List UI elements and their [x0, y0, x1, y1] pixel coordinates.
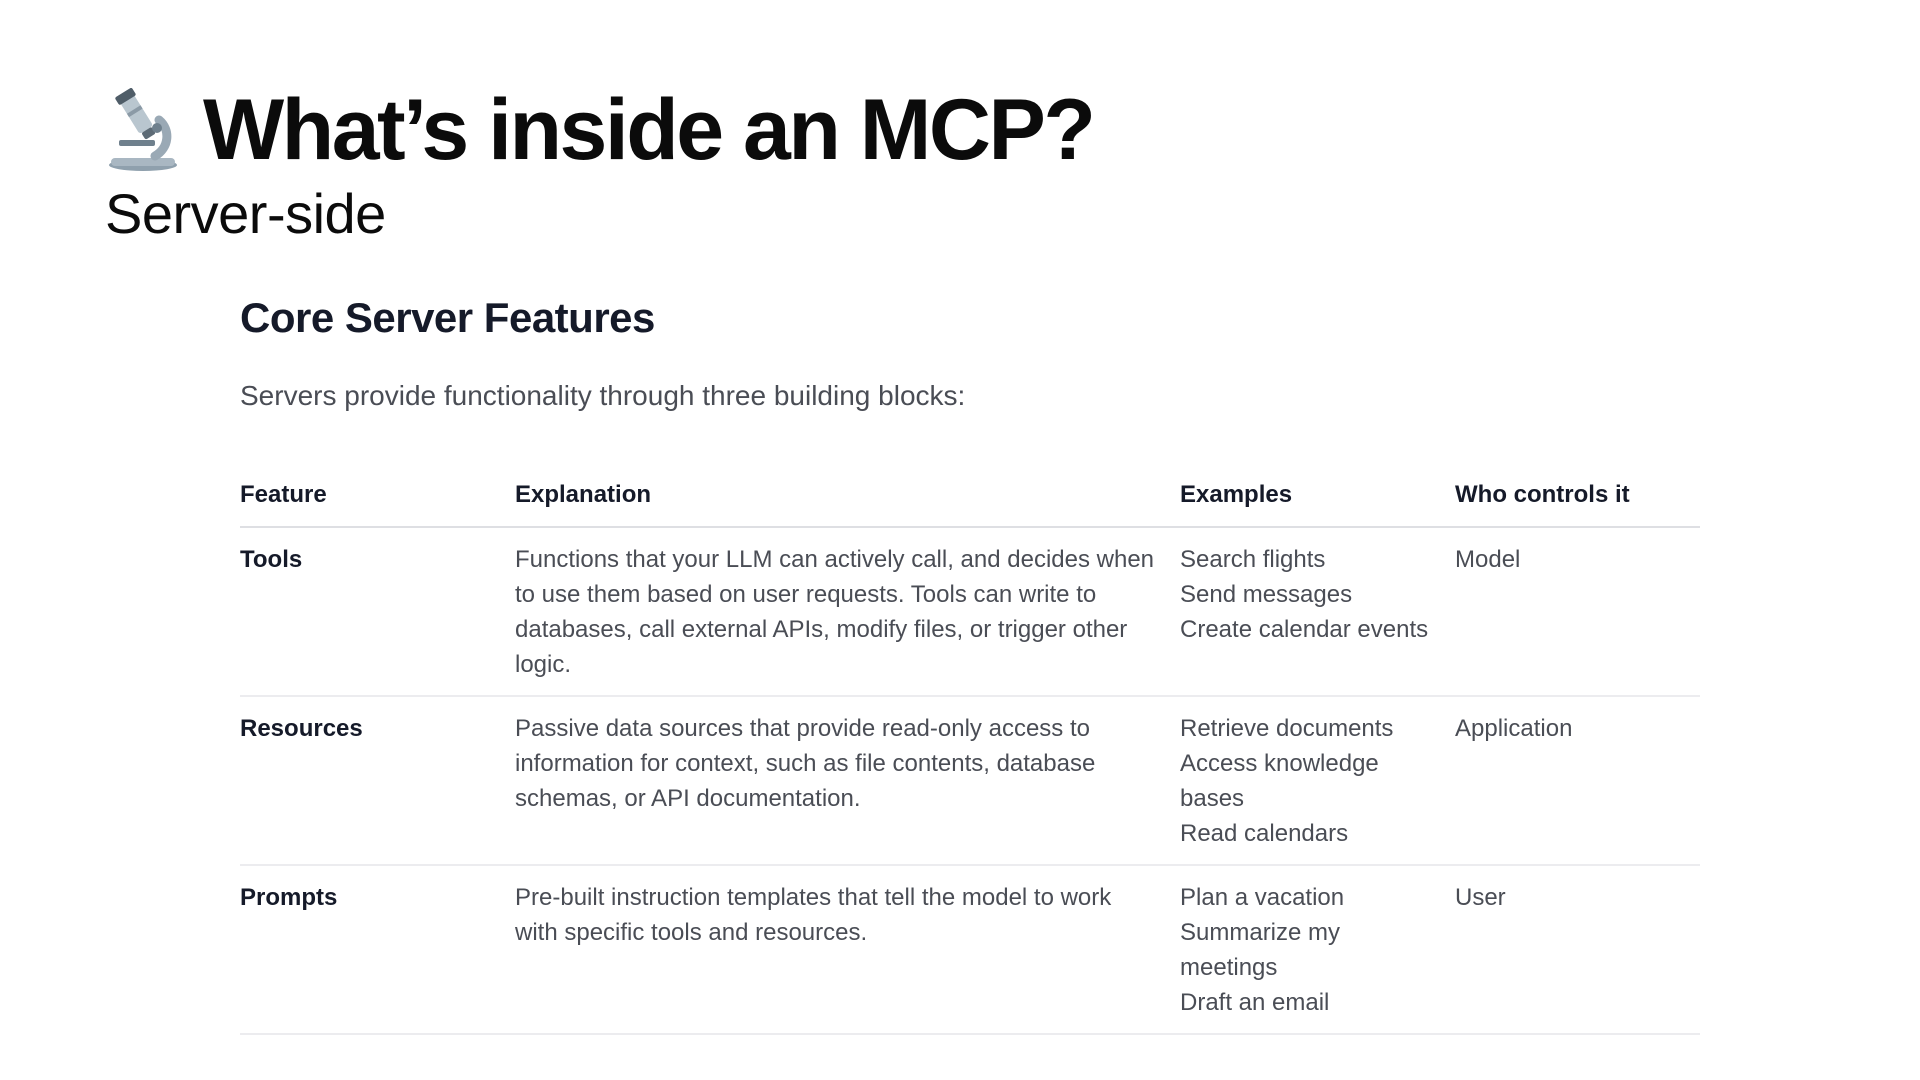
section-heading: Core Server Features [240, 294, 655, 341]
example-item: Plan a vacation [1180, 884, 1345, 911]
table-header-row [240, 478, 1700, 527]
table-row [240, 527, 1700, 696]
feature-examples [1180, 527, 1455, 696]
page-subtitle: Server-side [105, 182, 386, 245]
feature-controller: Application [1455, 696, 1700, 865]
example-item: Draft an email [1180, 989, 1330, 1016]
microscope-icon [105, 88, 181, 172]
table-row [240, 696, 1700, 865]
example-item: Summarize my meetings [1180, 919, 1341, 981]
column-header-controller: Who controls it [1455, 478, 1700, 527]
core-features-section [240, 290, 1700, 1016]
feature-explanation: Pre-built instruction templates that tell the model to work with specific tools and resources. [515, 865, 1180, 1034]
example-item: Retrieve documents [1180, 715, 1394, 742]
feature-examples [1180, 696, 1455, 865]
column-header-feature: Feature [240, 478, 515, 527]
column-header-examples: Examples [1180, 478, 1455, 527]
example-item: Create calendar events [1180, 616, 1429, 643]
example-item: Search flights [1180, 546, 1326, 573]
example-item: Access knowledge bases [1180, 750, 1379, 812]
feature-name: Prompts [240, 865, 515, 1034]
table-row [240, 865, 1700, 1034]
column-header-explanation: Explanation [515, 478, 1180, 527]
title-row [105, 84, 1093, 176]
feature-name: Tools [240, 527, 515, 696]
page-title: What’s inside an MCP? [203, 82, 1094, 178]
feature-controller: User [1455, 865, 1700, 1034]
feature-name: Resources [240, 696, 515, 865]
features-table [240, 478, 1700, 1035]
feature-controller: Model [1455, 527, 1700, 696]
example-item: Send messages [1180, 581, 1353, 608]
section-intro: Servers provide functionality through three building blocks: [240, 380, 966, 411]
feature-explanation: Functions that your LLM can actively call, and decides when to use them based on user requests. Tools can write to databases, call external APIs, modify files, or trigger other logic. [515, 527, 1180, 696]
feature-examples [1180, 865, 1455, 1034]
example-item: Read calendars [1180, 820, 1349, 847]
feature-explanation: Passive data sources that provide read-only access to information for context, such as file contents, database schemas, or API documentation. [515, 696, 1180, 865]
